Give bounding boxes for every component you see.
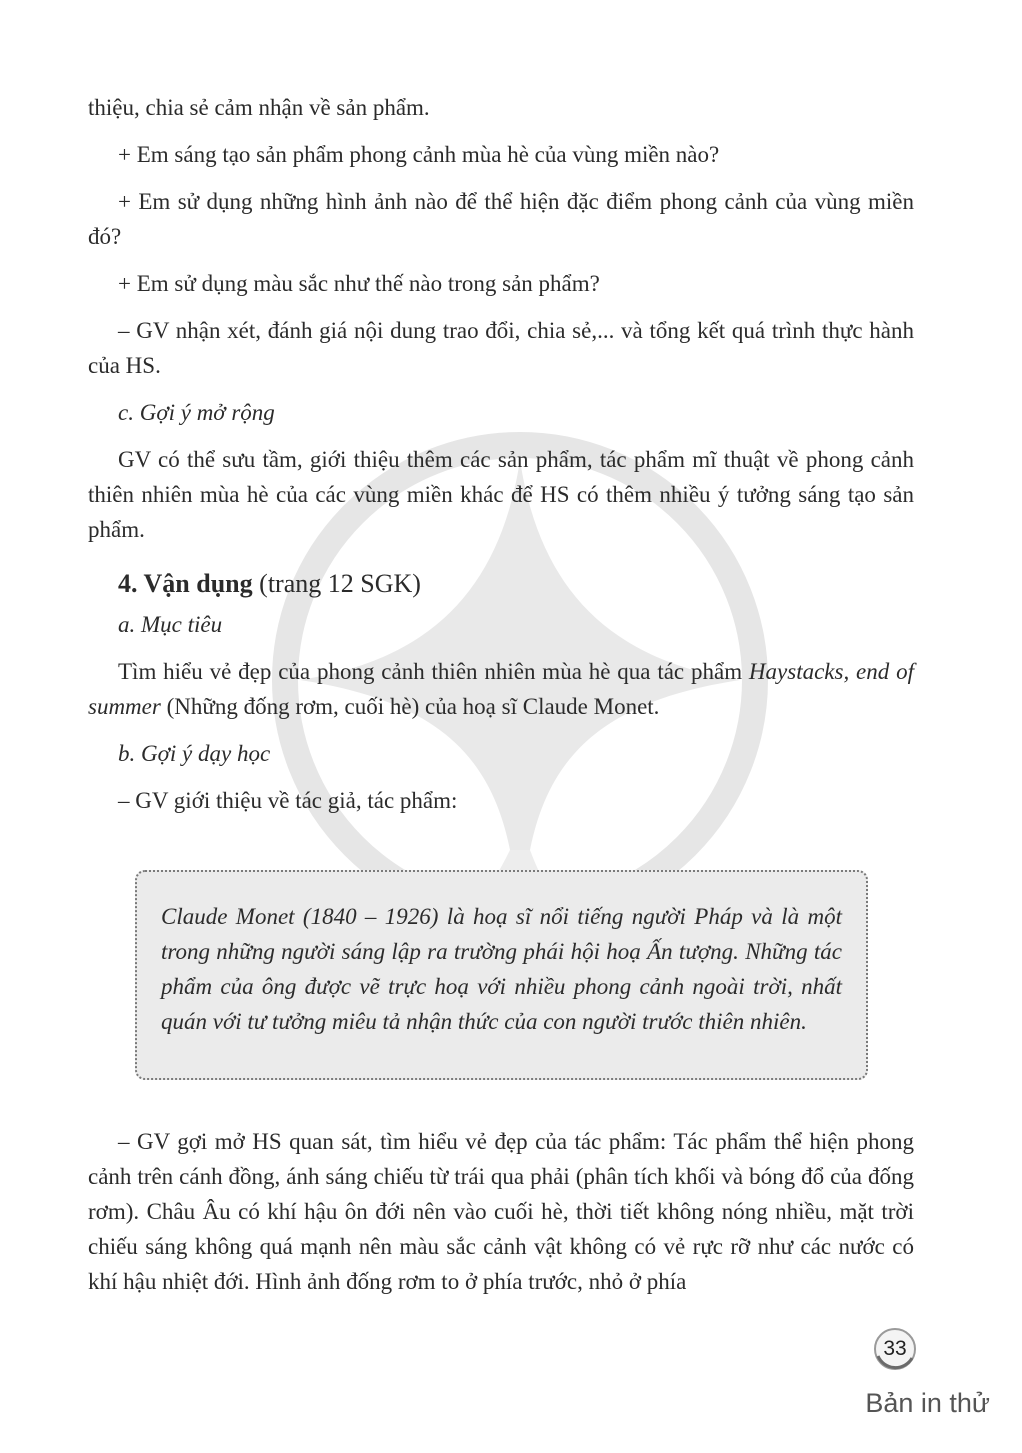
draft-label: Bản in thử (865, 1388, 990, 1418)
subheading-teaching: b. Gợi ý dạy học (118, 741, 271, 766)
main-text-bottom (88, 1124, 914, 1299)
section-ref: (trang 12 SGK) (259, 569, 421, 598)
question-images: + Em sử dụng những hình ảnh nào để thể hiện đặc điểm phong cảnh của vùng miền đó? (88, 189, 914, 249)
main-text-top (88, 90, 914, 818)
paragraph-continuation: thiệu, chia sẻ cảm nhận về sản phẩm. (88, 95, 430, 120)
question-region: + Em sáng tạo sản phẩm phong cảnh mùa hè của vùng miền nào? (118, 142, 720, 167)
page-number-badge (872, 1326, 918, 1372)
expand-text: GV có thể sưu tầm, giới thiệu thêm các sản phẩm, tác phẩm mĩ thuật về phong cảnh thiên nhiên mùa hè của các vùng miền khác để HS có thêm nhiều ý tưởng sáng tạo sản phẩm. (88, 447, 914, 542)
subheading-objective: a. Mục tiêu (118, 612, 223, 637)
subheading-expand: c. Gợi ý mở rộng (118, 400, 275, 425)
question-colors: + Em sử dụng màu sắc như thế nào trong sản phẩm? (118, 271, 600, 296)
section-heading (88, 565, 914, 603)
objective-text: Tìm hiểu vẻ đẹp của phong cảnh thiên nhiên mùa hè qua tác phẩm Haystacks, end of summer (Những đống rơm, cuối hè) của hoạ sĩ Claude Monet. (88, 659, 914, 719)
section-title: 4. Vận dụng (118, 569, 253, 598)
observation-paragraph: – GV gợi mở HS quan sát, tìm hiểu vẻ đẹp của tác phẩm: Tác phẩm thể hiện phong cảnh trên cánh đồng, ánh sáng chiếu từ trái qua phải (phân tích khối và bóng đổ của đống rơm). Châu Âu có khí hậu ôn đới nên vào cuối hè, thời tiết không nóng nhiều, mặt trời chiếu sáng không quá mạnh nên màu sắc cảnh vật không có vẻ rực rỡ như các nước có khí hậu nhiệt đới. Hình ảnh đống rơm to ở phía trước, nhỏ ở phía (88, 1129, 914, 1294)
artist-info-text: Claude Monet (1840 – 1926) là hoạ sĩ nổi tiếng người Pháp và là một trong những người sáng lập ra trường phái hội hoạ Ấn tượng. Những tác phẩm của ông được vẽ trực hoạ với nhiều phong cảnh ngoài trời, nhất quán với tư tưởng miêu tả nhận thức của con người trước thiên nhiên. (161, 904, 842, 1034)
page-number: 33 (883, 1337, 907, 1360)
artwork-title: Haystacks, end of summer (88, 659, 914, 719)
teaching-intro: – GV giới thiệu về tác giả, tác phẩm: (118, 788, 458, 813)
artist-info-box (135, 870, 868, 1080)
teacher-review: – GV nhận xét, đánh giá nội dung trao đổi, chia sẻ,... và tổng kết quá trình thực hành của HS. (88, 318, 914, 378)
